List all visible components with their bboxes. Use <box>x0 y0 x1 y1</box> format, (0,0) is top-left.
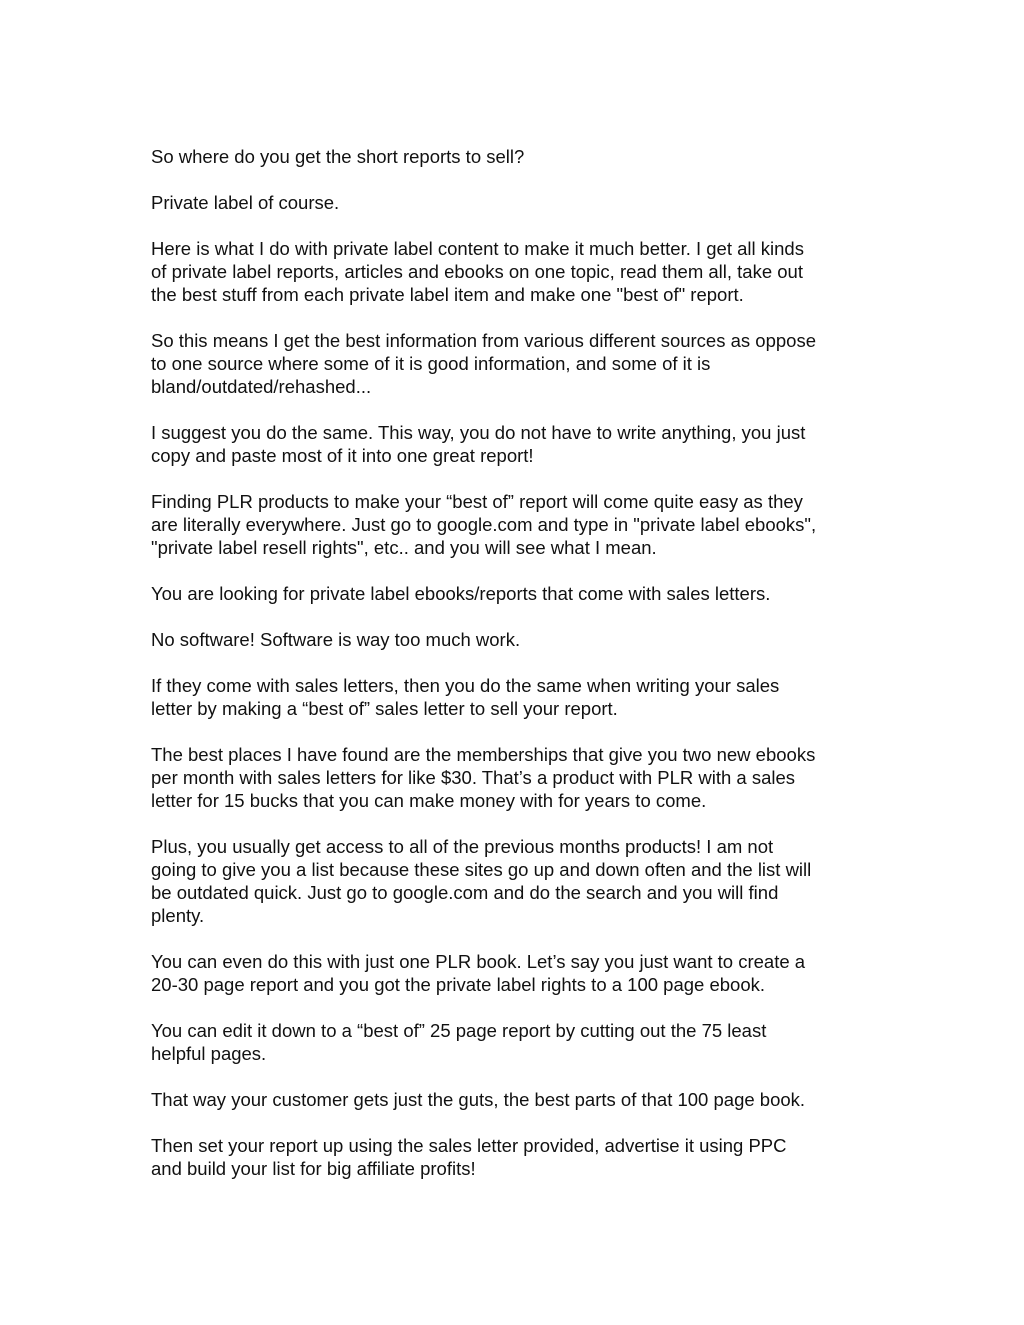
text-line: "private label resell rights", etc.. and you will see what I mean. <box>151 537 657 558</box>
paragraph-15 <box>151 1134 891 1180</box>
text-line: going to give you a list because these sites go up and down often and the list will <box>151 859 812 880</box>
text-line: You can edit it down to a “best of” 25 page report by cutting out the 75 least <box>151 1020 767 1041</box>
text-line: be outdated quick. Just go to google.com and do the search and you will find <box>151 882 779 903</box>
paragraph-7 <box>151 582 891 605</box>
paragraph-11 <box>151 835 891 927</box>
text-line: plenty. <box>151 905 205 926</box>
text-line: 20-30 page report and you got the private label rights to a 100 page ebook. <box>151 974 766 995</box>
text-line: You are looking for private label ebooks/reports that come with sales letters. <box>151 583 771 604</box>
text-line: copy and paste most of it into one great report! <box>151 445 534 466</box>
text-line: per month with sales letters for like $30. That’s a product with PLR with a sales <box>151 767 796 788</box>
text-line: are literally everywhere. Just go to google.com and type in "private label ebooks", <box>151 514 817 535</box>
text-line: bland/outdated/rehashed... <box>151 376 372 397</box>
paragraph-1 <box>151 145 891 168</box>
text-line: Private label of course. <box>151 192 340 213</box>
paragraph-4 <box>151 329 891 398</box>
paragraph-12 <box>151 950 891 996</box>
document-page <box>151 145 891 1203</box>
text-line: So this means I get the best information from various different sources as oppose <box>151 330 816 351</box>
paragraph-5 <box>151 421 891 467</box>
text-line: If they come with sales letters, then you do the same when writing your sales <box>151 675 780 696</box>
paragraph-2 <box>151 191 891 214</box>
paragraph-13 <box>151 1019 891 1065</box>
text-line: That way your customer gets just the guts, the best parts of that 100 page book. <box>151 1089 806 1110</box>
text-line: and build your list for big affiliate profits! <box>151 1158 476 1179</box>
text-line: Then set your report up using the sales letter provided, advertise it using PPC <box>151 1135 787 1156</box>
paragraph-6 <box>151 490 891 559</box>
text-line: the best stuff from each private label item and make one "best of" report. <box>151 284 744 305</box>
text-line: helpful pages. <box>151 1043 267 1064</box>
text-line: Finding PLR products to make your “best of” report will come quite easy as they <box>151 491 803 512</box>
paragraph-8 <box>151 628 891 651</box>
text-line: of private label reports, articles and ebooks on one topic, read them all, take out <box>151 261 803 282</box>
text-line: to one source where some of it is good information, and some of it is <box>151 353 711 374</box>
paragraph-9 <box>151 674 891 720</box>
text-line: letter by making a “best of” sales letter to sell your report. <box>151 698 618 719</box>
text-line: No software! Software is way too much work. <box>151 629 521 650</box>
text-line: You can even do this with just one PLR book. Let’s say you just want to create a <box>151 951 806 972</box>
text-line: Plus, you usually get access to all of the previous months products! I am not <box>151 836 774 857</box>
paragraph-3 <box>151 237 891 306</box>
text-line: I suggest you do the same. This way, you do not have to write anything, you just <box>151 422 806 443</box>
paragraph-10 <box>151 743 891 812</box>
text-line: letter for 15 bucks that you can make money with for years to come. <box>151 790 707 811</box>
text-line: Here is what I do with private label content to make it much better. I get all kinds <box>151 238 804 259</box>
text-line: So where do you get the short reports to sell? <box>151 146 525 167</box>
paragraph-14 <box>151 1088 891 1111</box>
text-line: The best places I have found are the memberships that give you two new ebooks <box>151 744 816 765</box>
